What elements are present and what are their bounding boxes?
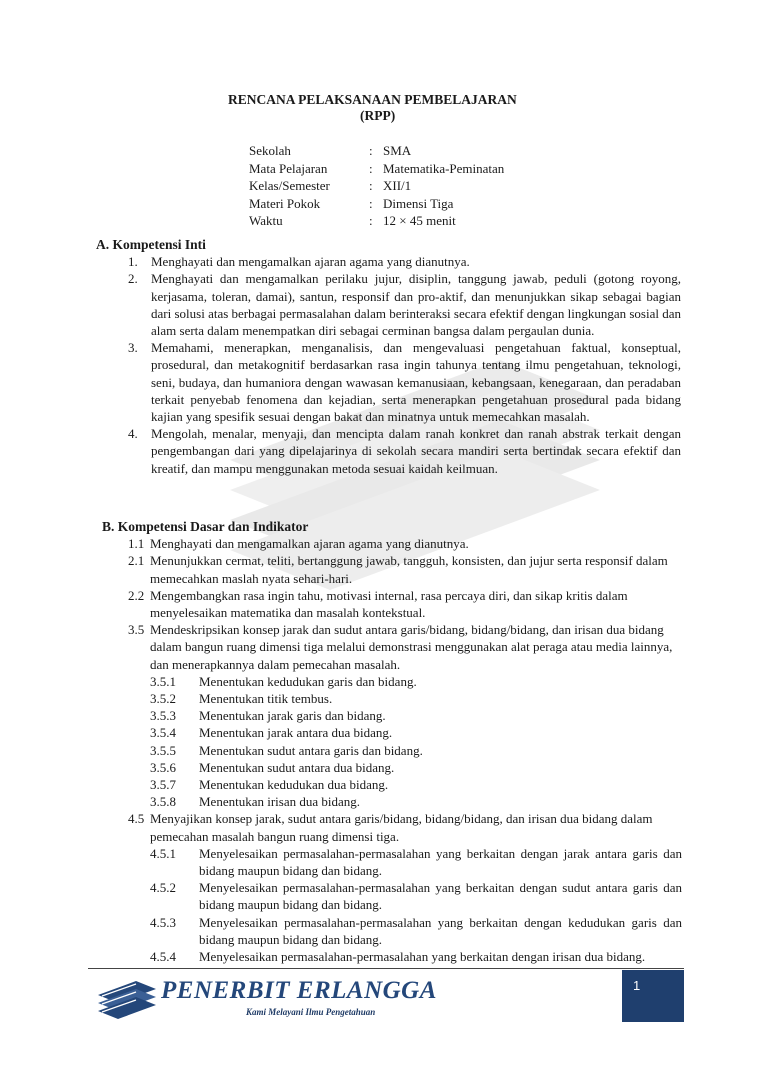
item-number: 3.5 [128, 622, 145, 638]
footer-divider [88, 968, 684, 969]
indicator-text: Menentukan jarak garis dan bidang. [199, 708, 386, 724]
info-label: Waktu [249, 213, 283, 229]
list-item [102, 535, 682, 552]
indicator-number: 3.5.6 [150, 759, 176, 775]
indicator-item [102, 742, 682, 759]
item-text: Memahami, menerapkan, menganalisis, dan mengevaluasi pengetahuan faktual, konseptual, prosedural, dan metakognitif berdasarkan rasa ingin tahunya tentang ilmu pengetahuan, teknologi, seni, budaya, dan humaniora dengan wawasan kemanusiaan, kebangsaan, kenegaraan, dan peradaban terkait penyebab fenomena dan kejadian, serta menerapkan pengetahuan prosedural pada bidang kajian yang spesifik sesuai dengan bakat dan minatnya untuk memecahkan masalah. [151, 340, 681, 425]
indicator-item [102, 948, 682, 965]
indicator-number: 3.5.5 [150, 742, 176, 758]
item-number: 1.1 [128, 536, 145, 552]
list-item [102, 810, 682, 844]
section-basic-competence [102, 518, 682, 965]
books-logo-icon [96, 977, 158, 1021]
indicator-number: 4.5.3 [150, 914, 176, 930]
list-item [102, 587, 682, 621]
indicator-text: Menentukan irisan dua bidang. [199, 794, 361, 810]
item-number: 2.2 [128, 587, 145, 603]
indicator-item [102, 776, 682, 793]
list-item [102, 621, 682, 673]
info-value: Matematika-Peminatan [383, 160, 505, 176]
list-item [96, 425, 681, 477]
page-number: 1 [633, 978, 641, 993]
indicator-text: Menentukan kedudukan garis dan bidang. [199, 673, 417, 689]
info-value: Dimensi Tiga [383, 195, 454, 211]
info-label: Mata Pelajaran [249, 160, 328, 176]
indicator-text: Menentukan sudut antara garis dan bidang. [199, 742, 423, 758]
item-number: 1. [128, 254, 138, 270]
indicator-number: 3.5.1 [150, 673, 176, 689]
indicator-item [102, 690, 682, 707]
info-label: Materi Pokok [249, 195, 321, 211]
indicator-number: 3.5.4 [150, 725, 176, 741]
list-item [96, 339, 681, 425]
indicator-number: 3.5.2 [150, 691, 176, 707]
section-heading: B. Kompetensi Dasar dan Indikator [102, 519, 309, 534]
info-row-topic [249, 195, 504, 213]
info-value: XII/1 [383, 178, 412, 194]
indicator-number: 4.5.4 [150, 949, 176, 965]
item-number: 2.1 [128, 553, 145, 569]
info-value: 12 × 45 menit [383, 213, 456, 229]
info-row-school [249, 142, 504, 160]
info-colon: : [369, 143, 373, 158]
info-row-class [249, 177, 504, 195]
indicator-number: 3.5.7 [150, 777, 176, 793]
indicator-number: 3.5.8 [150, 794, 176, 810]
indicator-text: Menentukan jarak antara dua bidang. [199, 725, 393, 741]
item-text: Menghayati dan mengamalkan perilaku jujur, disiplin, tanggung jawab, peduli (gotong royong, kerjasama, toleran, damai), santun, responsif dan pro-aktif, dan menunjukkan sikap sebagai bagian dari solusi atas berbagai permasalahan dalam berinteraksi secara efektif dengan lingkungan sosial dan alam serta dalam menempatkan diri sebagai cerminan bangsa dalam pergaulan dunia. [151, 271, 681, 339]
item-text: Mengembangkan rasa ingin tahu, motivasi internal, rasa percaya diri, dan sikap kritis dalam menyelesaikan matematika dan masalah kontekstual. [150, 587, 628, 621]
indicator-item [102, 793, 682, 810]
info-label: Sekolah [249, 143, 291, 158]
indicator-item [102, 759, 682, 776]
info-row-subject [249, 160, 504, 178]
info-colon: : [369, 160, 373, 176]
title-line-2: (RPP) [360, 108, 396, 123]
list-item [96, 253, 681, 270]
section-core-competence [96, 236, 681, 477]
indicator-number: 4.5.2 [150, 880, 176, 896]
info-colon: : [369, 213, 373, 229]
item-text: Menghayati dan mengamalkan ajaran agama yang dianutnya. [150, 536, 469, 552]
item-text: Mengolah, menalar, menyaji, dan mencipta dalam ranah konkret dan ranah abstrak terkait dengan pengembangan dari yang dipelajarinya di sekolah secara mandiri serta bertindak secara efektif dan kreatif, dan mampu menggunakan metoda sesuai kaidah keilmuan. [151, 426, 681, 476]
indicator-text: Menyelesaikan permasalahan-permasalahan yang berkaitan dengan kedudukan garis dan bidang maupun bidang dan bidang. [199, 914, 682, 947]
identity-table [249, 142, 504, 230]
indicator-item [102, 879, 682, 913]
indicator-text: Menyelesaikan permasalahan-permasalahan yang berkaitan dengan irisan dua bidang. [199, 949, 646, 965]
title-line-1: RENCANA PELAKSANAAN PEMBELAJARAN [228, 92, 517, 107]
item-text: Mendeskripsikan konsep jarak dan sudut antara garis/bidang, bidang/bidang, dan irisan dua bidang dalam bangun ruang dimensi tiga melalui demonstrasi menggunakan alat peraga atau media lainnya, dan menerapkannya dalam pemecahan masalah. [150, 622, 673, 672]
indicator-item [102, 845, 682, 879]
info-value: SMA [383, 143, 412, 158]
item-number: 3. [128, 340, 138, 356]
indicator-item [102, 707, 682, 724]
item-number: 2. [128, 271, 138, 287]
indicator-text: Menyelesaikan permasalahan-permasalahan yang berkaitan dengan sudut antara garis dan bidang maupun bidang dan bidang. [199, 880, 682, 913]
item-text: Menghayati dan mengamalkan ajaran agama yang dianutnya. [151, 254, 470, 270]
list-item [96, 270, 681, 339]
indicator-text: Menentukan sudut antara dua bidang. [199, 759, 395, 775]
info-label: Kelas/Semester [249, 178, 330, 194]
item-number: 4.5 [128, 811, 145, 827]
list-item [102, 552, 682, 586]
publisher-logo [96, 975, 437, 1023]
item-text: Menunjukkan cermat, teliti, bertanggung jawab, tangguh, konsisten, dan jujur serta responsif dalam memecahkan maslah nyata sehari-hari. [150, 553, 668, 586]
indicator-item [102, 673, 682, 690]
section-heading: A. Kompetensi Inti [96, 237, 206, 252]
info-colon: : [369, 195, 373, 211]
indicator-text: Menentukan titik tembus. [199, 691, 333, 707]
page-number-box [622, 970, 684, 1022]
info-row-time [249, 212, 504, 230]
indicator-number: 3.5.3 [150, 708, 176, 724]
indicator-item [102, 724, 682, 741]
indicator-item [102, 914, 682, 948]
publisher-tagline: Kami Melayani Ilmu Pengetahuan [246, 1007, 376, 1017]
indicator-text: Menentukan kedudukan dua bidang. [199, 777, 389, 793]
item-text: Menyajikan konsep jarak, sudut antara garis/bidang, bidang/bidang, dan irisan dua bidang dalam pemecahan masalah bangun ruang dimensi tiga. [150, 811, 653, 844]
item-number: 4. [128, 426, 138, 442]
info-colon: : [369, 178, 373, 194]
indicator-text: Menyelesaikan permasalahan-permasalahan yang berkaitan dengan jarak antara garis dan bidang maupun bidang dan bidang. [199, 845, 682, 879]
indicator-number: 4.5.1 [150, 845, 176, 861]
publisher-name: PENERBIT ERLANGGA [161, 977, 437, 1004]
